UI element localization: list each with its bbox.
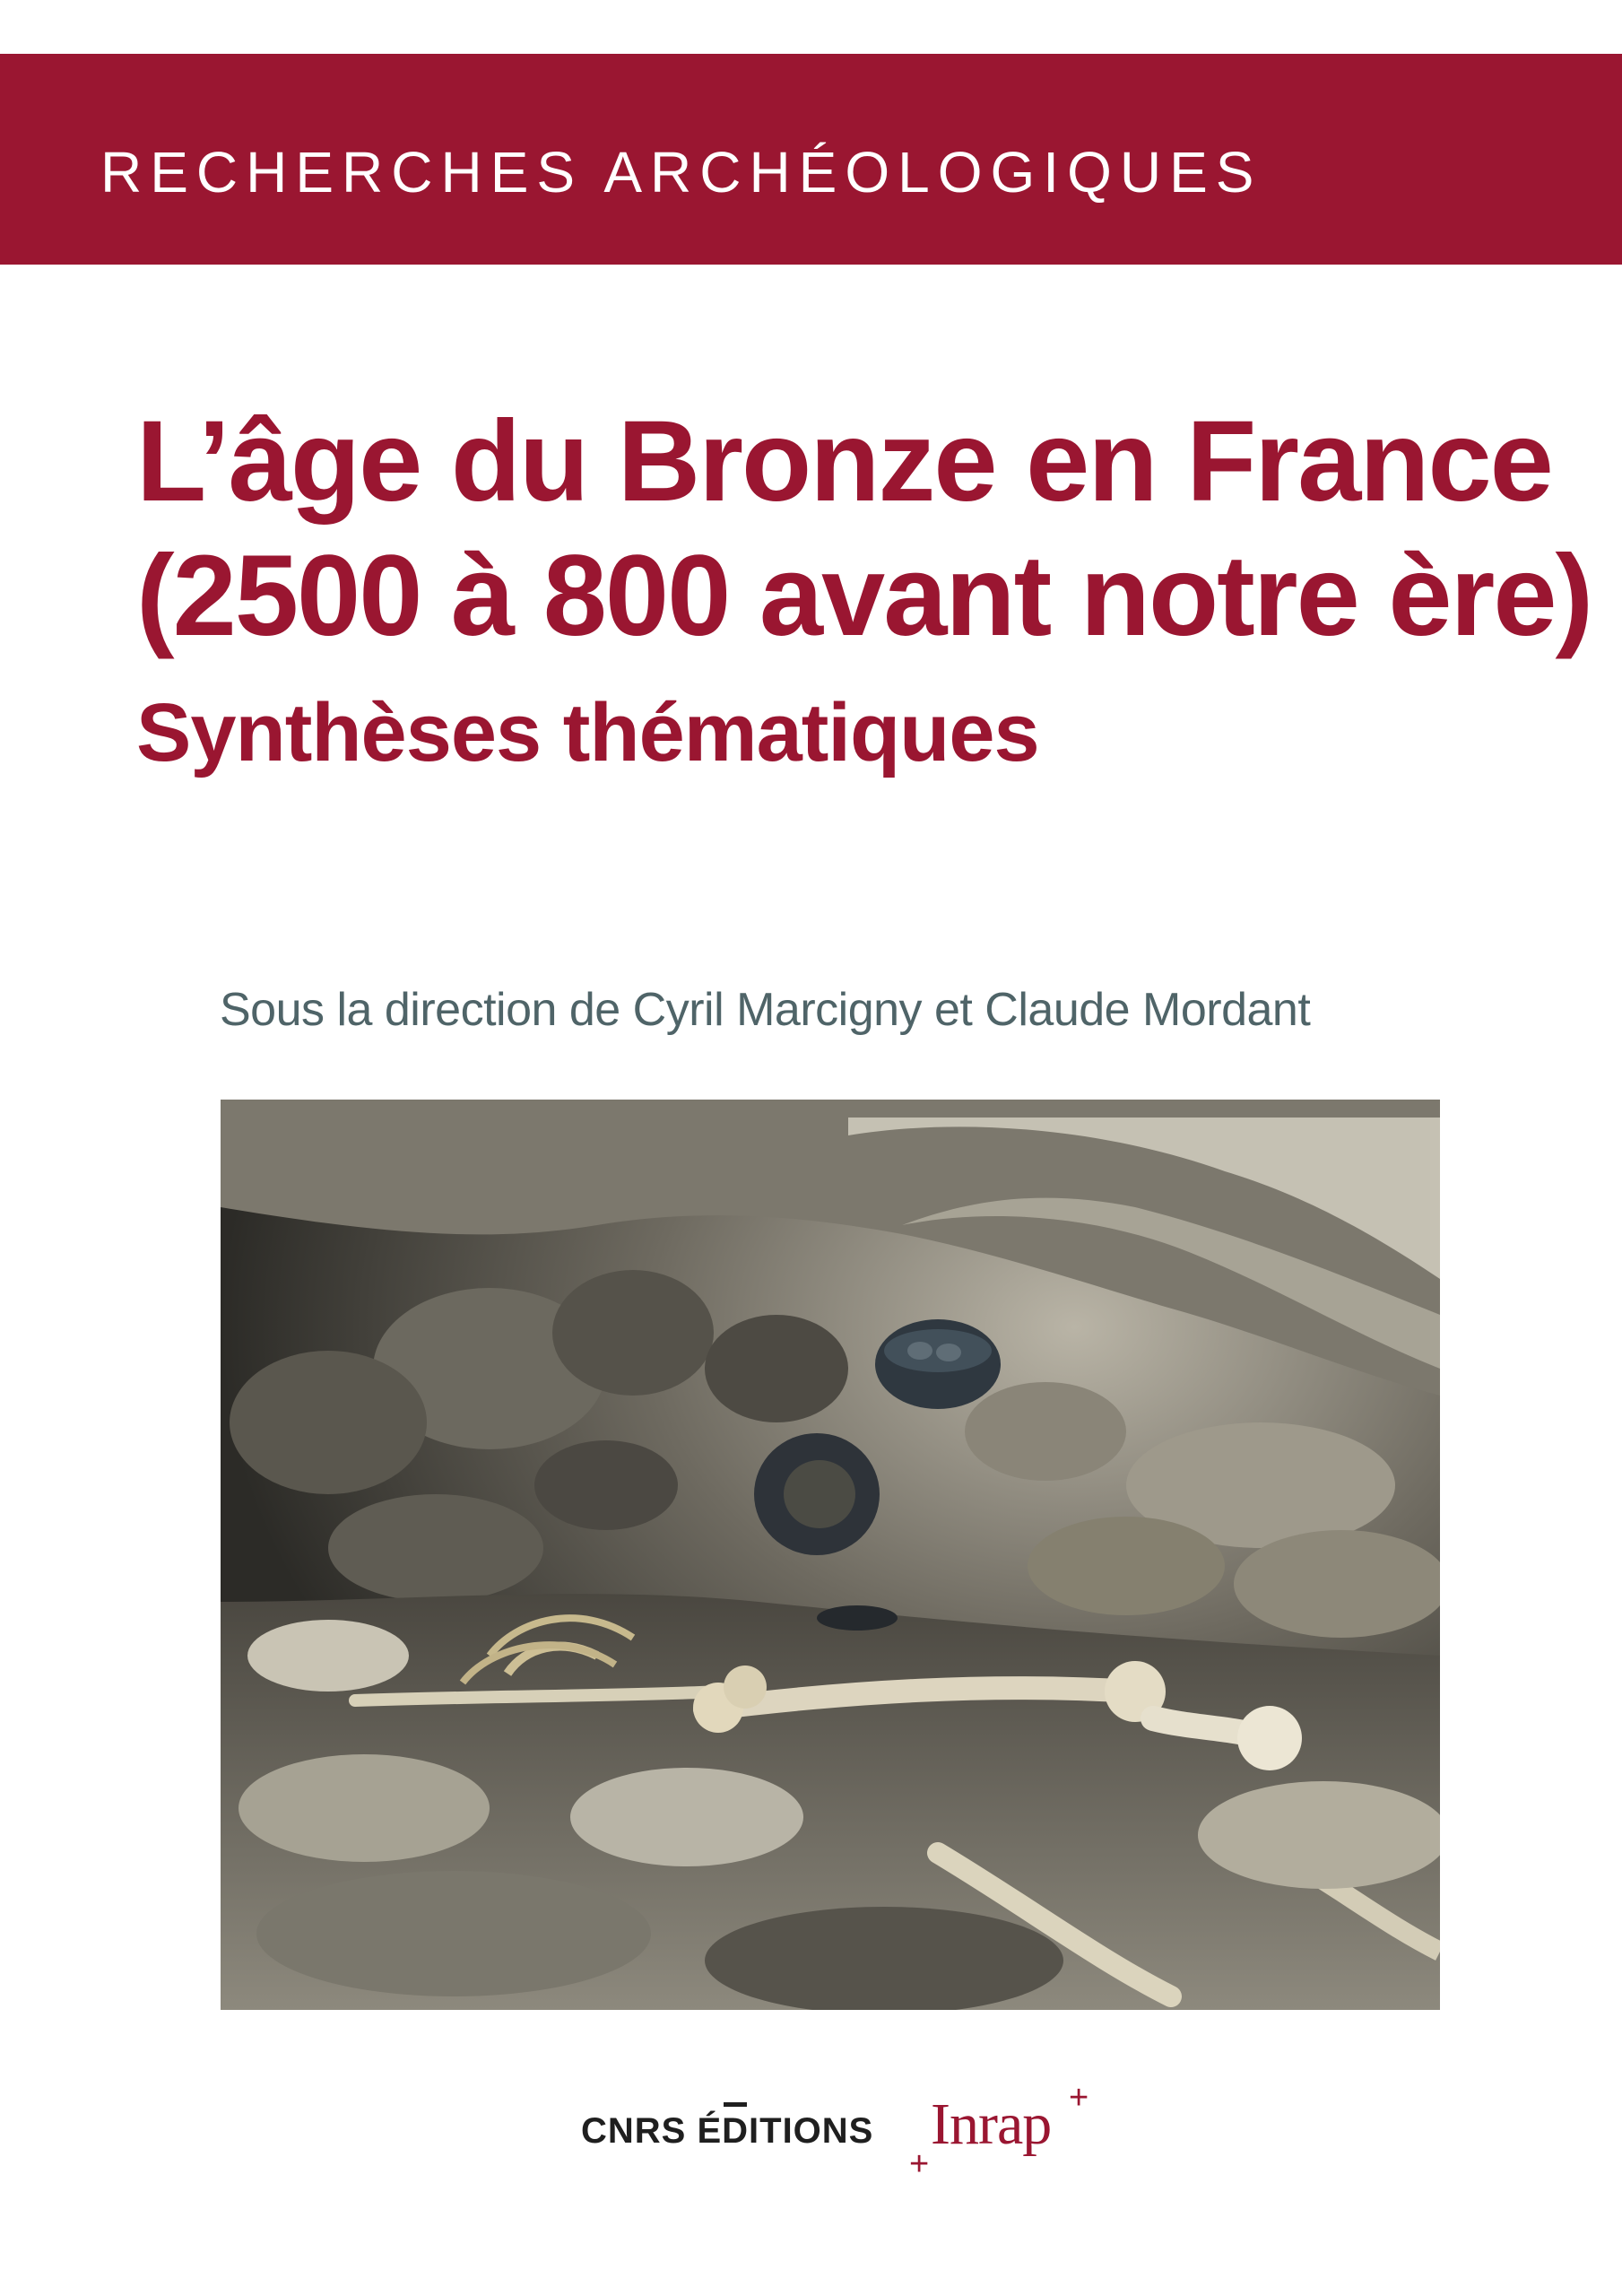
plus-icon: + [909, 2145, 930, 2183]
publisher-logos [0, 2063, 1622, 2197]
cnrs-accent-bar [724, 2102, 747, 2107]
cover-photo [221, 1100, 1440, 2010]
series-label: RECHERCHES ARCHÉOLOGIQUES [100, 140, 1262, 204]
title-block [136, 395, 1592, 782]
inrap-logo: Inrap [931, 2092, 1052, 2157]
book-title-line-1: L’âge du Bronze en France [136, 397, 1552, 526]
book-title-line-2: (2500 à 800 avant notre ère) [136, 532, 1592, 660]
plus-icon: + [1069, 2079, 1089, 2117]
book-subtitle: Synthèses thématiques [136, 687, 1039, 778]
editors-line: Sous la direction de Cyril Marcigny et Claude Mordant [220, 984, 1311, 1036]
cnrs-editions-logo: CNRS ÉDITIONS [581, 2111, 874, 2151]
